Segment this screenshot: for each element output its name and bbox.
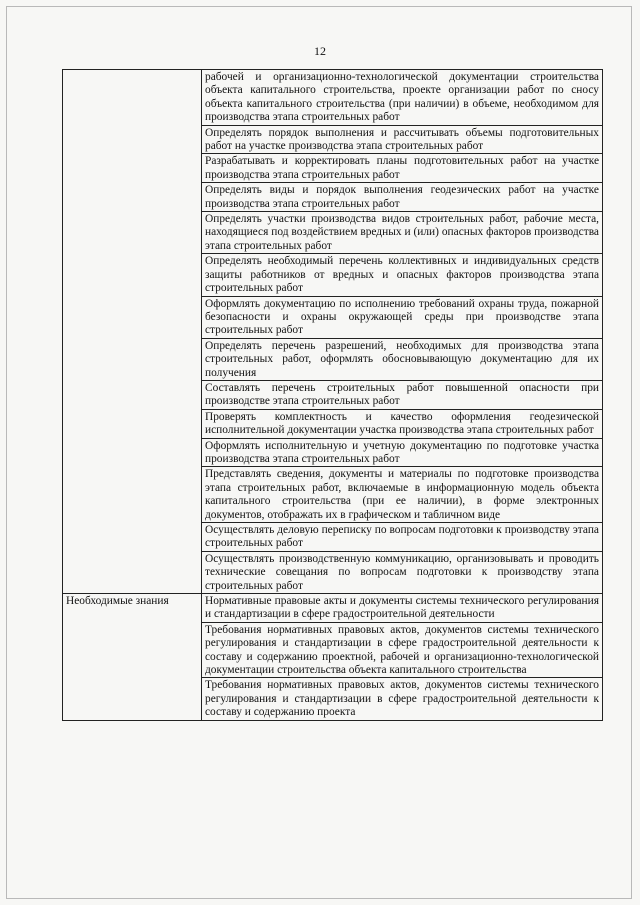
table-cell: [202, 212, 603, 254]
cell-text: Требования нормативных правовых актов, документов системы технического регулирования и стандартизации в сфере градостроительной деятельности к составу и содержанию проектной, рабочей и организационно-технологической документации строительства объекта капитального строительства: [205, 623, 599, 677]
table-cell: [202, 338, 603, 380]
cell-text: Нормативные правовые акты и документы системы технического регулирования и стандартизации в сфере градостроительной деятельности: [205, 595, 599, 621]
cell-text: Определять участки производства видов строительных работ, рабочие места, находящиеся под воздействием вредных и (или) опасных факторов производства этапа строительных работ: [205, 213, 599, 252]
table-cell: [202, 551, 603, 593]
cell-text: Осуществлять деловую переписку по вопросам подготовки к производству этапа строительных работ: [205, 524, 599, 550]
table-cell: [202, 125, 603, 154]
cell-text: Оформлять документацию по исполнению требований охраны труда, пожарной безопасности и охраны окружающей среды при производстве этапа строительных работ: [205, 297, 599, 337]
table-cell: [202, 154, 603, 183]
cell-text: рабочей и организационно-технологической документации строительства объекта капитального строительства, проекте организации работ по сносу объекта капитального строительства (при наличии) в объеме, необходимом для производства этапа строительных работ: [205, 71, 599, 124]
table-cell: [202, 594, 603, 623]
table-row: [63, 594, 603, 623]
cell-text: Разрабатывать и корректировать планы подготовительных работ на участке производства этапа строительных работ: [205, 155, 599, 181]
table-cell: [202, 467, 603, 523]
table-cell: [202, 70, 603, 126]
table-row: [63, 70, 603, 126]
cell-text: Определять необходимый перечень коллективных и индивидуальных средств защиты работников от вредных и опасных факторов производства этапа строительных работ: [205, 255, 599, 295]
cell-text: Составлять перечень строительных работ повышенной опасности при производстве этапа строительных работ: [205, 381, 599, 408]
table-cell: [202, 380, 603, 409]
table-cell: [202, 438, 603, 467]
table-cell: [202, 622, 603, 678]
page-number: 12: [314, 44, 326, 58]
cell-text: Определять виды и порядок выполнения геодезических работ на участке производства этапа строительных работ: [205, 184, 599, 210]
cell-text: Определять перечень разрешений, необходимых для производства этапа строительных работ, оформлять обосновывающую документацию для их получения: [205, 339, 599, 379]
cell-text: Представлять сведения, документы и материалы по подготовке производства этапа строительных работ, включаемые в информационную модель объекта капитального строительства (при ее наличии), в форме электронных документов, отображать их в графическом и табличном виде: [205, 468, 599, 521]
cell-text: Оформлять исполнительную и учетную документацию по подготовке участка производства этапа строительных работ: [205, 439, 599, 465]
table-cell: [202, 183, 603, 212]
table-cell: [202, 678, 603, 720]
table-cell: [202, 409, 603, 438]
cell-text: Осуществлять производственную коммуникацию, организовывать и проводить технические совещания по вопросам подготовки к производству этапа строительных работ: [205, 552, 599, 592]
table-cell: [202, 296, 603, 338]
skills-label-cell: [63, 70, 202, 594]
cell-text: Определять порядок выполнения и рассчитывать объемы подготовительных работ на участке производства этапа строительных работ: [205, 126, 599, 153]
table-cell: [202, 254, 603, 296]
cell-text: Проверять комплектность и качество оформления геодезической исполнительной документации участка производства этапа строительных работ: [205, 410, 599, 437]
knowledge-label: Необходимые знания: [66, 595, 169, 608]
requirements-table: [62, 69, 603, 721]
table-cell: [202, 523, 603, 552]
knowledge-label-cell: [63, 594, 202, 721]
cell-text: Требования нормативных правовых актов, документов системы технического регулирования и стандартизации в сфере градостроительной деятельности к составу и содержанию проекта: [205, 679, 599, 719]
